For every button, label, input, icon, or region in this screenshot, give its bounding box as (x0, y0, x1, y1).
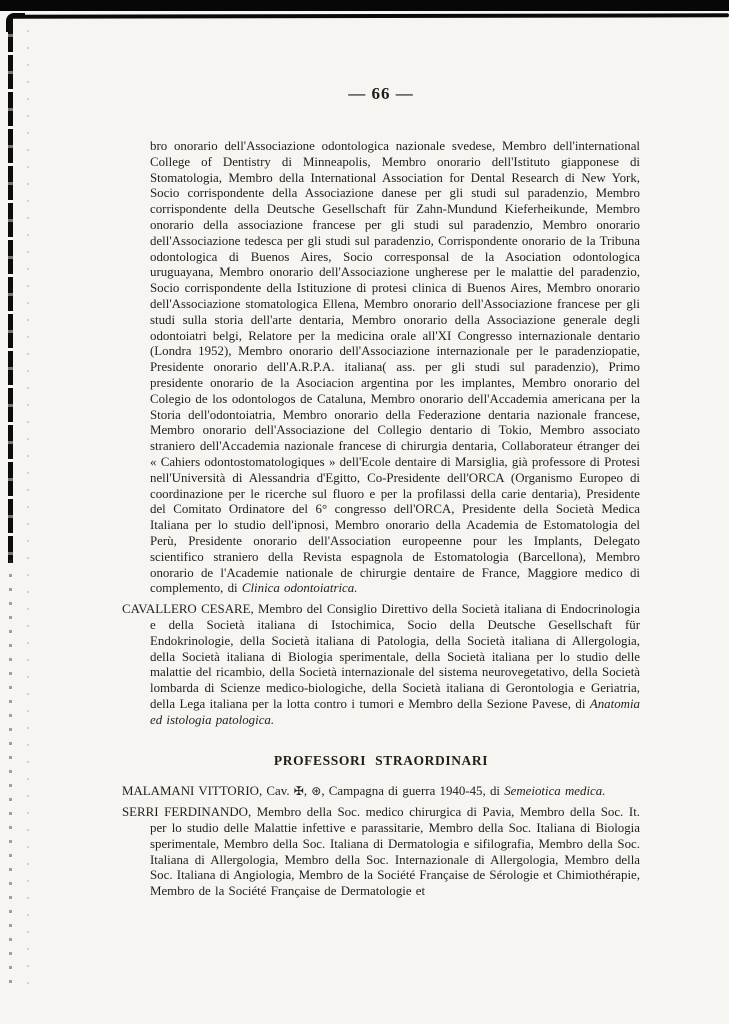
text-run: CAVALLERO CESARE, Membro del Consiglio Direttivo della Società italiana di Endocrinologia e della Società italiana di Istochimica, Socio della Deutsche Gesellschaft für Endokrinologie, della Società italiana di Patologia, della Società italiana di Allergologia, della Società italiana di Biologia sperimentale, della Società italiana per lo studio delle malattie del ricambio, della Società internazionale del sistema neurovegetativo, della Società lombarda di Scienze medico-biologiche, della Società italiana di Gerontologia e Geriatria, della Lega italiana per la lotta contro i tumori e Membro della Sezione Pavese, di (122, 602, 640, 711)
scan-left-edge-bar (8, 18, 13, 563)
scan-top-edge (0, 0, 729, 11)
text-run: , Campagna di guerra 1940-45, di (321, 784, 505, 799)
italic-text-run: Anatomia ed istologia patologica. (150, 696, 640, 727)
italic-text-run: Semeiotica medica. (504, 784, 606, 799)
scan-margin-speckles (27, 30, 29, 990)
paragraph-malamani-vittorio (122, 784, 640, 800)
italic-text-run: Clinica odontoiatrica. (241, 581, 358, 596)
scan-top-rule-artifact (8, 13, 729, 19)
paragraph-serri-ferdinando (122, 805, 640, 900)
circled-war-merit-icon: ⊛ (311, 784, 322, 799)
section-heading: PROFESSORI STRAORDINARI (273, 753, 489, 769)
paragraph-cavallero-cesare (122, 602, 640, 728)
page-number: — 66 — (348, 84, 414, 103)
text-run: bro onorario dell'Associazione odontologica nazionale svedese, Membro dell'international College of Dentistry di Minneapolis, Membro onorario dell'Istituto giapponese di Stomatologia, Membro della International Association for Dental Research di New York, Socio corrispondente della Associazione danese per gli studi sul paradenzio, Membro corrispondente della Deutsche Gesellschaft für Zahn-Mundund Kieferheikunde, Membro onorario della associazione francese per gli studi sul paradenzio, Membro onorario dell'Associazione tedesca per gli studi sul paradenzio, Corrispondente onorario de la Tribuna odontologica di Buenos Aires, Socio corresponsal de la Asociation odontologica uruguayana, Membro onorario dell'Associazione ungherese per le malattie del paradenzio, Socio corrispondente della Istituzione di protesi clinica di Buenos Aires, Membro onorario dell'Associazione stomatologica Ellena, Membro onorario dell'Associazione francese per gli studi sulla storia dell'arte dentaria, Membro onorario della Associazione generale degli odontoiatri belgi, Relatore per la medicina orale all'XI Congresso internazionale dentario (Londra 1952), Membro onorario dell'Associazione internazionale per le paradenziopatie, Presidente onorario dell'A.R.P.A. italiana( ass. per gli studi sul paradenzio), Primo presidente onorario de la Asociacion argentina por les implantes, Membro onorario del Colegio de los odontologos de Cataluna, Membro onorario dell'Accademia americana per la Storia dell'odontoiatria, Membro onorario della Federazione dentaria nazionale francese, Membro onorario dell'Associazione del Collegio dentario di Tokio, Membro associato straniero dell'Accademia nazionale francese di chirurgia dentaria, Collaborateur étranger dei « Cahiers odontostomatologiques » dell'Ecole dentaire di Marsiglia, già professore di Protesi nell'Università di Alessandria d'Egitto, Co-Presidente dell'ORCA (Organismo Europeo di coordinazione per le ricerche sul fluoro e per la profilassi della carie dentaria), Presidente del Comitato Ordinatore del 6° congresso dell'ORCA, Presidente della Società Medica Italiana per lo studio dell'ipnosi, Membro onorario della Academia de Estomatologia del Perù, Presidente onorario dell'Association europeenne pour les Implants, Delegato scientifico straniero della Revista espagnola de Estomatologia (Barcellona), Membro onorario de l'Academie nationale de chirurgie dentaire de France, Maggiore medico di complemento, di (150, 139, 640, 596)
text-run: , (303, 784, 312, 799)
paragraph-continuation-memberships (122, 139, 640, 597)
scan-left-edge-speckles (9, 560, 12, 990)
text-block (122, 139, 640, 905)
text-run: MALAMANI VITTORIO, Cav. (122, 784, 294, 799)
text-run: SERRI FERDINANDO, Membro della Soc. medico chirurgica di Pavia, Membro della Soc. It. per lo studio delle Malattie infettive e parassitarie, Membro della Soc. Italiana di Biologia sperimentale, Membro della Soc. Italiana di Dermatologia e sifilografia, Membro della Soc. Italiana di Allergologia, Membro della Soc. Internazionale di Allergologia, Membro della Soc. Italiana di Angiologia, Membro de la Société Française de Sérologie et Chimiothérapie, Membro de la Société Française de Dermatologie et (122, 805, 640, 899)
crown-cross-medal-icon: ✠ (293, 784, 304, 799)
